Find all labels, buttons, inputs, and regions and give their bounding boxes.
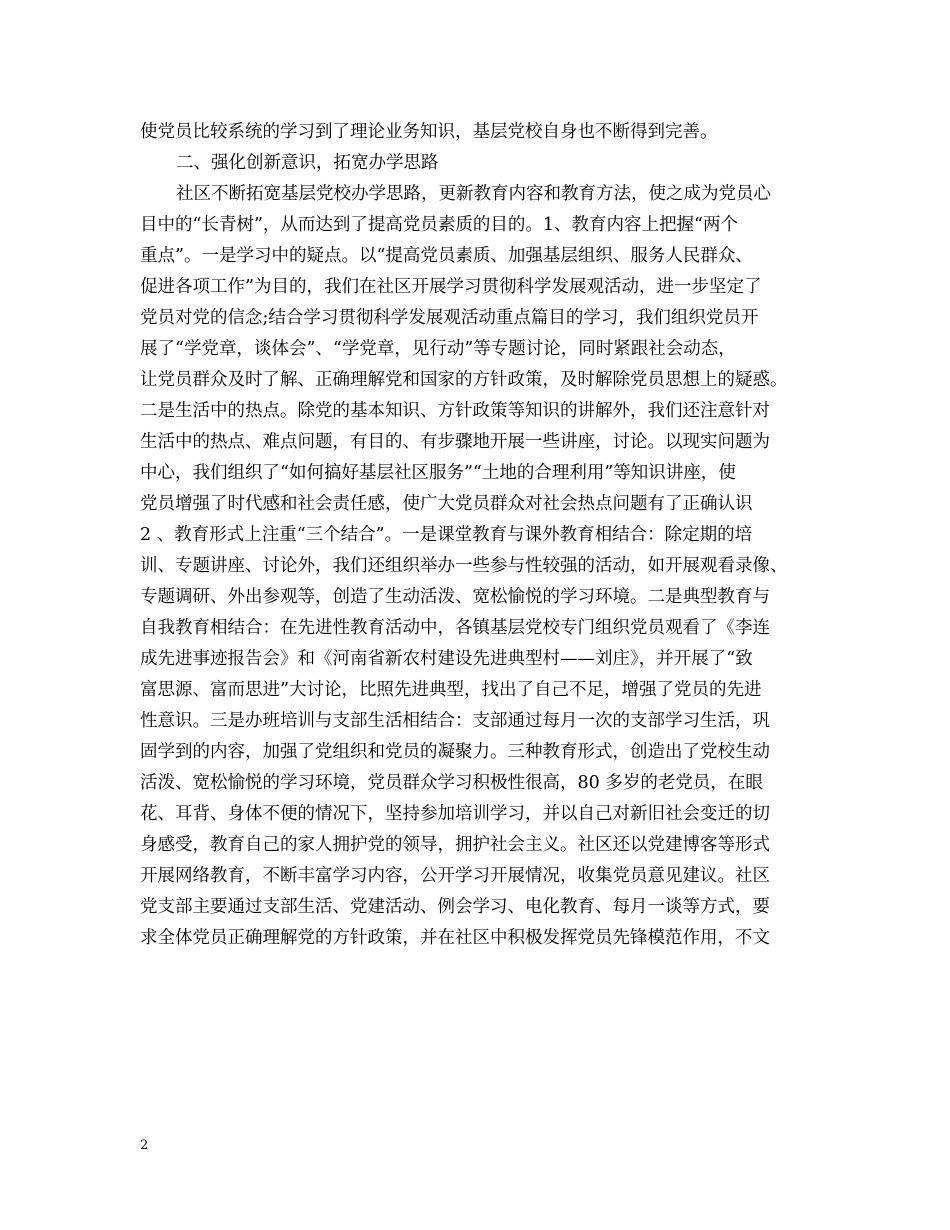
body-text xyxy=(140,117,820,954)
text-line: 性意识。三是办班培训与支部生活相结合：支部通过每月一次的支部学习生活，巩 xyxy=(140,711,770,731)
paragraph-start: 社区不断拓宽基层党校办学思路，更新教育内容和教育方法，使之成为党员心 xyxy=(176,184,771,204)
text-line: 二是生活中的热点。除党的基本知识、方针政策等知识的讲解外，我们还注意针对 xyxy=(140,401,770,421)
text-line: 展了“学党章，谈体会”、“学党章，见行动”等专题讨论，同时紧跟社会动态， xyxy=(140,339,736,359)
text-line: 花、耳背、身体不便的情况下，坚持参加培训学习，并以自己对新旧社会变迁的切 xyxy=(140,804,770,824)
text-line: 2 、教育形式上注重“三个结合”。一是课堂教育与课外教育相结合：除定期的培 xyxy=(140,525,753,545)
text-line: 促进各项工作”为目的，我们在社区开展学习贯彻科学发展观活动，进一步坚定了 xyxy=(140,277,762,297)
text-line: 使党员比较系统的学习到了理论业务知识，基层党校自身也不断得到完善。 xyxy=(140,122,718,142)
text-line: 党支部主要通过支部生活、党建活动、例会学习、电化教育、每月一谈等方式，要 xyxy=(140,897,770,917)
text-line: 让党员群众及时了解、正确理解党和国家的方针政策，及时解除党员思想上的疑惑。 xyxy=(140,370,788,390)
text-line: 党员对党的信念;结合学习贯彻科学发展观活动重点篇目的学习，我们组织党员开 xyxy=(140,308,759,328)
text-line: 开展网络教育，不断丰富学习内容，公开学习开展情况，收集党员意见建议。社区 xyxy=(140,866,770,886)
text-line: 党员增强了时代感和社会责任感，使广大党员群众对社会热点问题有了正确认识 xyxy=(140,494,753,514)
text-line: 成先进事迹报告会》和《河南省新农村建设先进典型村——刘庄》，并开展了“致 xyxy=(140,649,753,669)
text-line: 专题调研、外出参观等，创造了生动活泼、宽松愉悦的学习环境。二是典型教育与 xyxy=(140,587,770,607)
text-line: 固学到的内容，加强了党组织和党员的凝聚力。三种教育形式，创造出了党校生动 xyxy=(140,742,770,762)
text-line: 自我教育相结合：在先进性教育活动中，各镇基层党校专门组织党员观看了《李连 xyxy=(140,618,770,638)
text-line: 活泼、宽松愉悦的学习环境，党员群众学习积极性很高，80 多岁的老党员，在眼 xyxy=(140,773,763,793)
section-heading: 二、强化创新意识，拓宽办学思路 xyxy=(176,153,439,173)
text-line: 训、专题讲座、讨论外，我们还组织举办一些参与性较强的活动，如开展观看录像、 xyxy=(140,556,788,576)
text-line: 目中的“长青树”，从而达到了提高党员素质的目的。1、教育内容上把握“两个 xyxy=(140,215,738,235)
page-number: 2 xyxy=(140,1138,149,1153)
text-line: 富思源、富而思进”大讨论，比照先进典型，找出了自己不足，增强了党员的先进 xyxy=(140,680,762,700)
text-line: 身感受，教育自己的家人拥护党的领导，拥护社会主义。社区还以党建博客等形式 xyxy=(140,835,770,855)
text-line: 重点”。一是学习中的疑点。以“提高党员素质、加强基层组织、服务人民群众、 xyxy=(140,246,753,266)
text-line: 中心，我们组织了“如何搞好基层社区服务”“土地的合理利用”等知识讲座，使 xyxy=(140,463,736,483)
text-line: 求全体党员正确理解党的方针政策，并在社区中积极发挥党员先锋模范作用，不文 xyxy=(140,928,770,948)
text-line: 生活中的热点、难点问题，有目的、有步骤地开展一些讲座，讨论。以现实问题为 xyxy=(140,432,770,452)
